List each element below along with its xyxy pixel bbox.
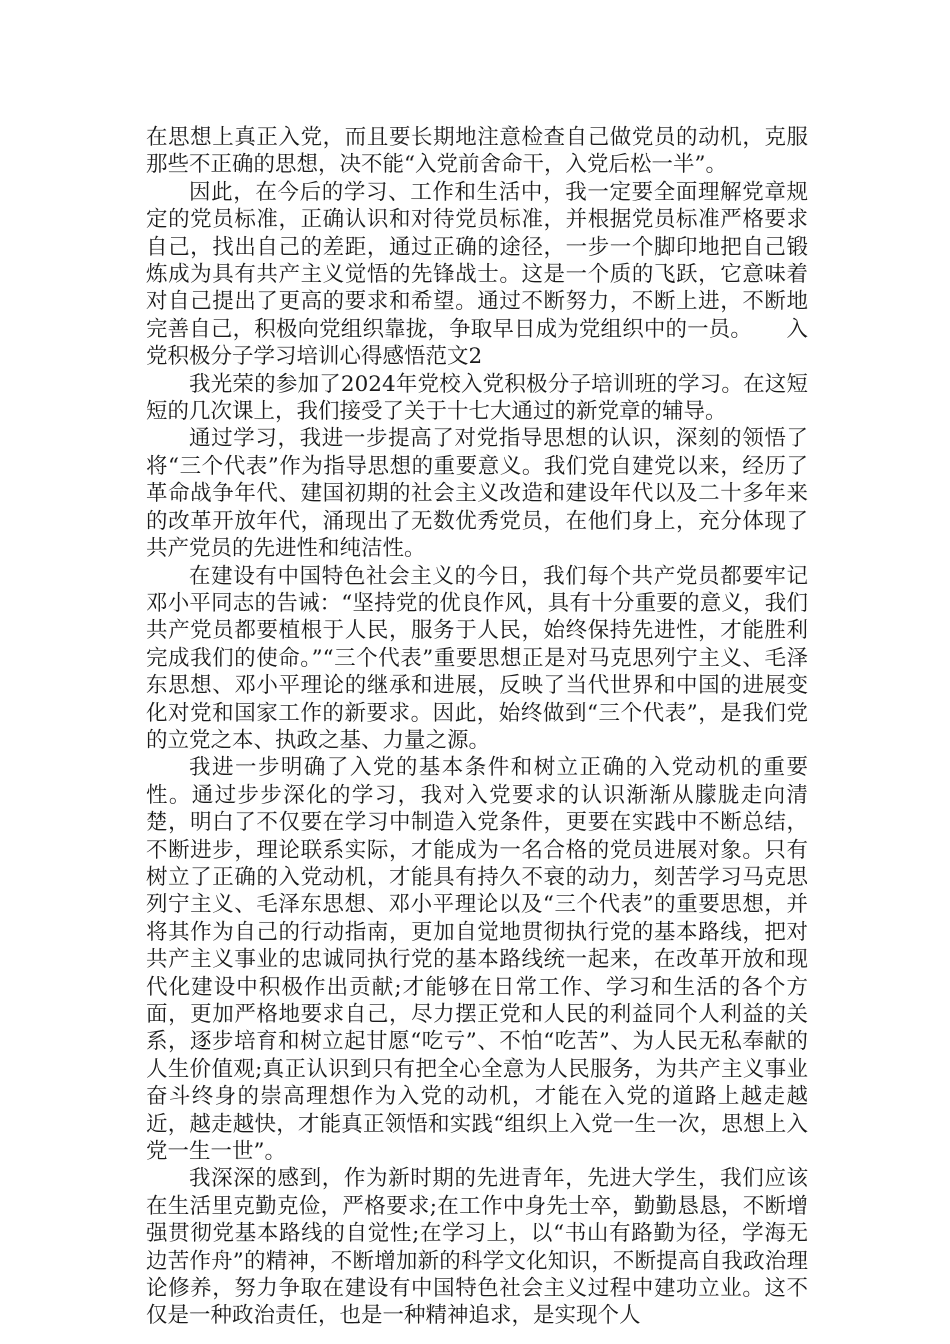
paragraph-text: 因此，在今后的学习、工作和生活中，我一定要全面理解党章规定的党员标准，正确认识和对待党员标准，并根据党员标准严格要求自己，找出自己的差距，通过正确的途径，一步一个脚印地把自己锻炼成为具有共产主义觉悟的先锋战士。这是一个质的飞跃，它意味着对自己提出了更高的要求和希望。通过不断努力，不断上进，不断地完善自己，积极向党组织靠拢，争取早日成为党组织中的一员。: [146, 179, 808, 342]
paragraph-three-represents: 在建设有中国特色社会主义的今日，我们每个共产党员都要牢记邓小平同志的告诫：“坚持党的优良作风，具有十分重要的意义，我们共产党员都要植根于人民，服务于人民，始终保持先进性，才能胜利完成我们的使命。”“三个代表”重要思想正是对马克思列宁主义、毛泽东思想、邓小平理论的继承和进展，反映了当代世界和中国的进展变化对党和国家工作的新要求。因此，始终做到“三个代表”，是我们党的立党之本、执政之基、力量之源。: [146, 563, 808, 753]
paragraph-youth-responsibility: 我深深的感到，作为新时期的先进青年，先进大学生，我们应该在生活里克勤克俭，严格要求;在工作中身先士卒，勤勤恳恳，不断增强贯彻党基本路线的自觉性;在学习上，以“书山有路勤为径，学海无边苦作舟”的精神，不断增加新的科学文化知识，不断提高自我政治理论修养，努力争取在建设有中国特色社会主义过程中建功立业。这不仅是一种政治责任，也是一种精神追求，是实现个人: [146, 1166, 808, 1329]
document-body: [146, 124, 808, 1330]
paragraph-training-intro: 我光荣的参加了2024年党校入党积极分子培训班的学习。在这短短的几次课上，我们接受了关于十七大通过的新党章的辅导。: [146, 371, 808, 425]
paragraph-motivation: 我进一步明确了入党的基本条件和树立正确的入党动机的重要性。通过步步深化的学习，我对入党要求的认识渐渐从朦胧走向清楚，明白了不仅要在学习中制造入党条件，更要在实践中不断总结，不断进步，理论联系实际，才能成为一名合格的党员进展对象。只有树立了正确的入党动机，才能具有持久不衰的动力，刻苦学习马克思列宁主义、毛泽东思想、邓小平理论以及“三个代表”的重要思想，并将其作为自己的行动指南，更加自觉地贯彻执行党的基本路线，把对共产主义事业的忠诚同执行党的基本路线统一起来，在改革开放和现代化建设中积极作出贡献;才能够在日常工作、学习和生活的各个方面，更加严格地要求自己，尽力摆正党和人民的利益同个人利益的关系，逐步培育和树立起甘愿“吃亏”、不怕“吃苦”、为人民无私奉献的人生价值观;真正认识到只有把全心全意为人民服务，为共产主义事业奋斗终身的崇高理想作为入党的动机，才能在入党的道路上越走越近，越走越快，才能真正领悟和实践“组织上入党一生一次，思想上入党一生一世”。: [146, 755, 808, 1165]
paragraph-continuation: 在思想上真正入党，而且要长期地注意检查自己做党员的动机，克服那些不正确的思想，决不能“入党前舍命干，入党后松一半”。: [146, 125, 808, 178]
paragraph-party-standards: [146, 179, 808, 371]
section-heading: 入党积极分子学习培训心得感悟范文2: [146, 316, 808, 370]
paragraph-guiding-ideology: 通过学习，我进一步提高了对党指导思想的认识，深刻的领悟了将“三个代表”作为指导思想的重要意义。我们党自建党以来，经历了革命战争年代、建国初期的社会主义改造和建设年代以及二十多年来的改革开放年代，涌现出了无数优秀党员，在他们身上，充分体现了共产党员的先进性和纯洁性。: [146, 426, 808, 562]
